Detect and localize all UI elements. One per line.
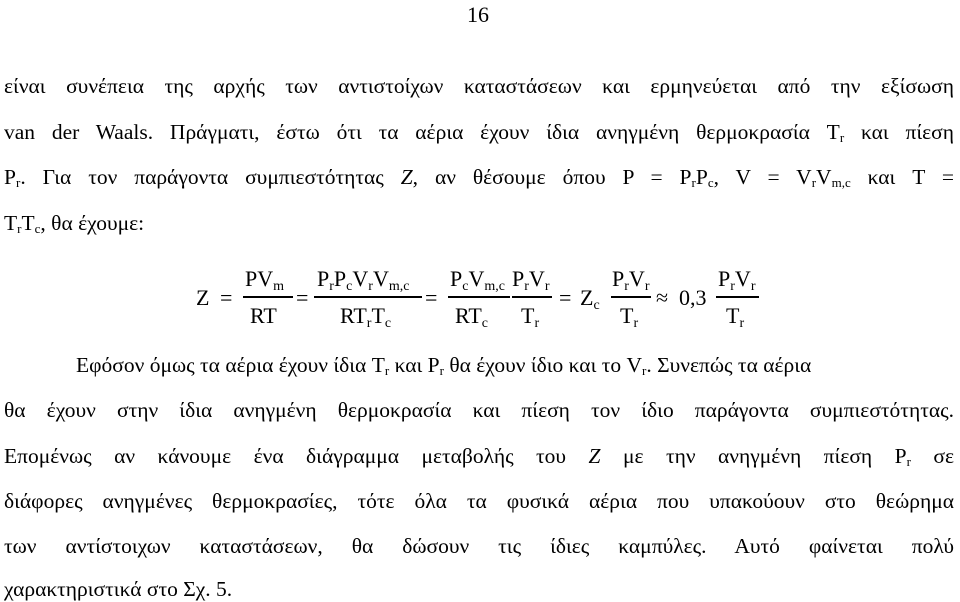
eq-f6-den: Tr (726, 303, 745, 331)
line2-text: van der Waals. Πράγματι, έστω ότι τα αέρια έχουν ίδια ανηγμένη θερμοκρασία T (4, 120, 840, 144)
eq-f4-den: Tr (521, 303, 540, 331)
paragraph-line-4 (4, 211, 144, 237)
line3-z-symbol: Z (400, 165, 413, 189)
eq-zc: Zc (580, 285, 600, 313)
line3-c-sub: r (691, 175, 696, 190)
line3-d-sub: c (707, 175, 714, 190)
line4-b-sub: c (34, 221, 41, 236)
line4-a: T (4, 211, 18, 235)
line3-c: , αν θέσουμε όπου P = P (412, 165, 692, 189)
paragraph-line-10: χαρακτηριστικά στο Σχ. 5. (4, 577, 233, 601)
page-number: 16 (467, 2, 489, 27)
eq-equals-1: = (220, 285, 233, 310)
eq-f3-bar (448, 296, 510, 298)
line3-e: , V = V (713, 165, 812, 189)
paragraph-line-3 (4, 165, 954, 191)
line3-d: P (695, 165, 708, 189)
paragraph-line-9: των αντίστοιχων καταστάσεων, θα δώσουν τις ίδιες καμπύλες. Αυτό φαίνεται πολύ (4, 534, 954, 558)
line3-f: V (816, 165, 832, 189)
paragraph-line-1: είναι συνέπεια της αρχής των αντιστοίχων καταστάσεων και ερμηνεύεται από την εξίσωση (4, 74, 954, 98)
eq-approx: ≈ (656, 285, 669, 310)
eq-f5-den: Tr (620, 303, 639, 331)
line4-c: , θα έχουμε: (40, 211, 145, 235)
line3-a: P (4, 165, 16, 189)
line3-a-sub: r (15, 175, 21, 190)
eq-equals-3: = (425, 285, 438, 310)
paragraph-line-5: Εφόσον όμως τα αέρια έχουν ίδια $T_r$ και $P_r$ θα έχουν ίδιο και το $V_r$. Συνεπώς τα αέρια (76, 353, 812, 378)
paragraph-line-8: διάφορες ανηγμένες θερμοκρασίες, τότε όλα τα φυσικά αέρια που υπακούουν στο θεώρημα (4, 489, 954, 513)
compressibility-equation (0, 262, 960, 342)
eq-f3-num: PcVm,c (450, 266, 505, 294)
eq-constant: 0,3 (679, 285, 707, 310)
paragraph-line-2 (4, 120, 954, 146)
eq-equals-4: = (559, 285, 572, 310)
eq-f6-bar (716, 296, 759, 298)
line7-z-symbol: Z (588, 444, 601, 468)
line4-b: T (21, 211, 35, 235)
line4-a-sub: r (17, 221, 22, 236)
line3-e-sub: r (811, 175, 817, 190)
eq-f4-num: PrVr (512, 266, 550, 294)
eq-f3-den: RTc (455, 303, 489, 331)
eq-f4-bar (512, 296, 552, 298)
eq-f2-bar (314, 296, 422, 298)
line2-end: και πίεση (844, 120, 954, 144)
eq-f1-bar (243, 296, 293, 298)
eq-equals-2: = (296, 285, 309, 310)
paragraph-line-7: Επομένως αν κάνουμε ένα διάγραμμα μεταβολής του Z με την ανηγμένη πίεση $P_r$ σε (4, 444, 954, 469)
line3-f-sub: m,c (831, 175, 851, 190)
eq-f2-den: RTrTc (340, 303, 392, 331)
line2-sub: r (839, 130, 845, 145)
eq-f5-bar (611, 296, 651, 298)
eq-f2-num: PrPcVrVm,c (317, 266, 410, 294)
line3-b: . Για τον παράγοντα συμπιεστότητας (20, 165, 401, 189)
paragraph-line-6: θα έχουν στην ίδια ανηγμένη θερμοκρασία και πίεση τον ίδιο παράγοντα συμπιεστότητας. (4, 398, 954, 422)
eq-z: Z (196, 285, 210, 310)
eq-f5-num: PrVr (612, 266, 650, 294)
eq-f1-num: PVm (245, 266, 285, 294)
line3-g: και T = (850, 165, 954, 189)
eq-f1-den: RT (250, 303, 277, 328)
eq-f6-num: PrVr (718, 266, 756, 294)
